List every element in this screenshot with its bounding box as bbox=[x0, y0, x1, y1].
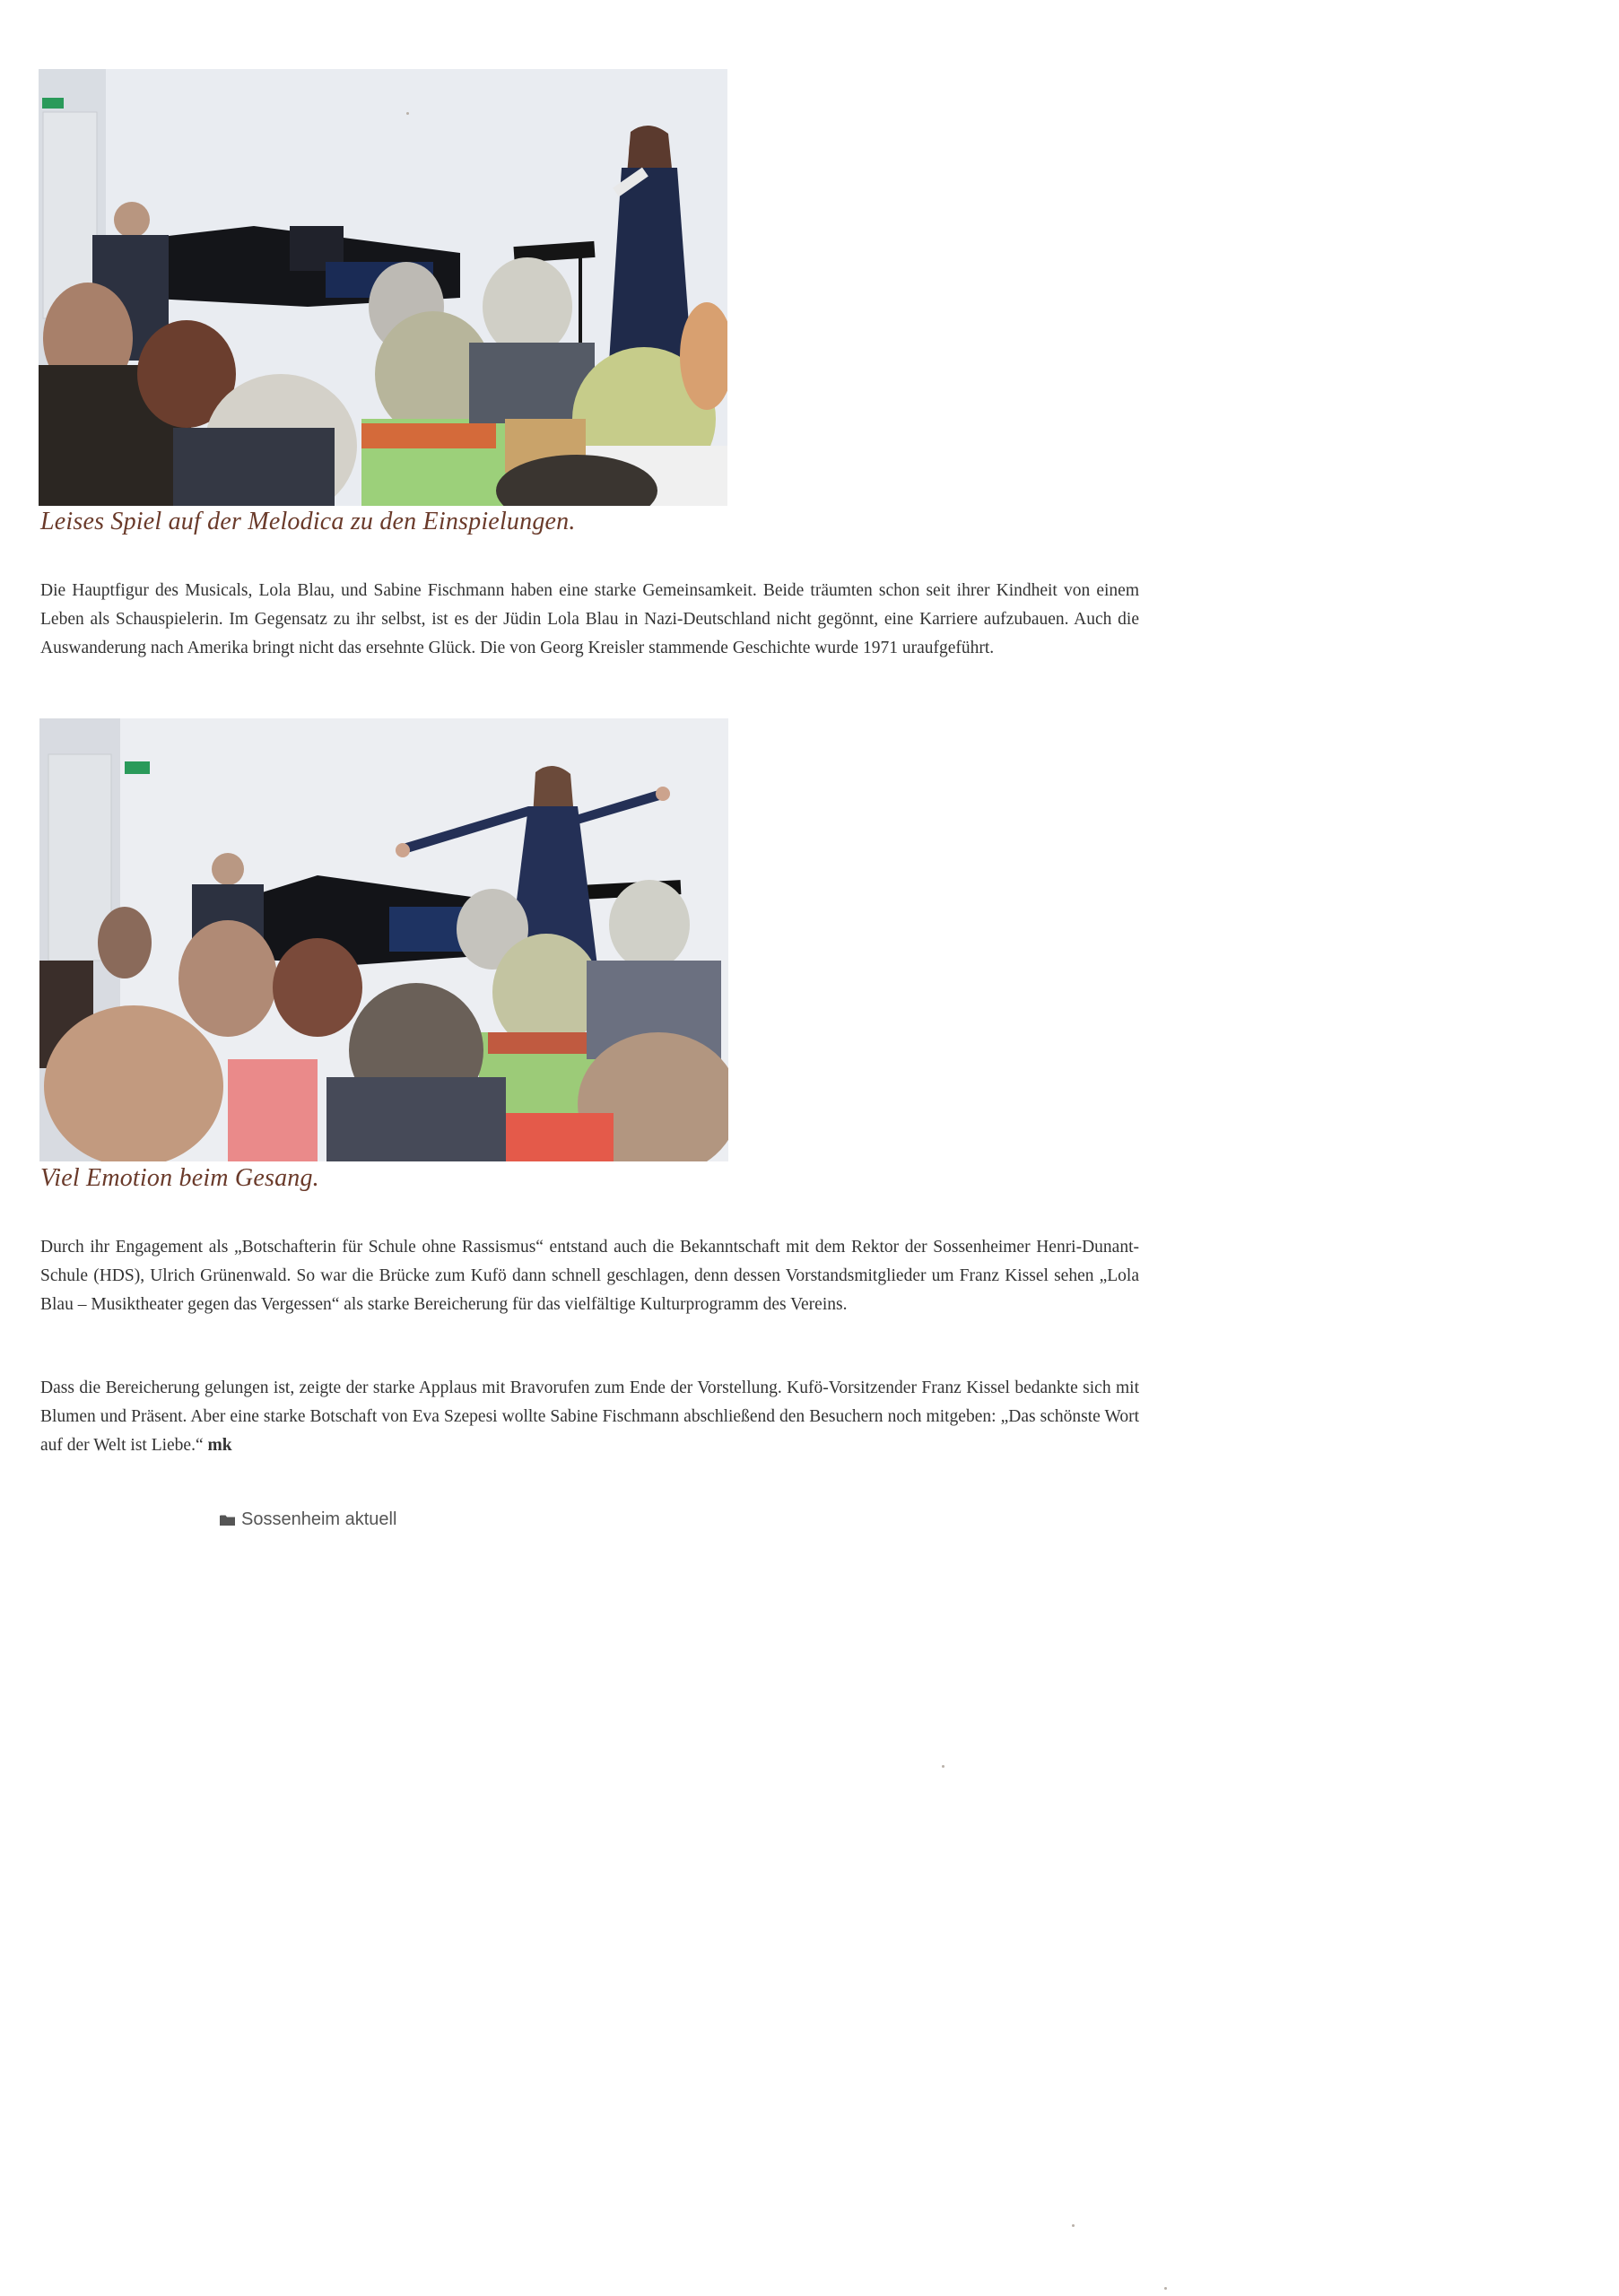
category-label: Sossenheim aktuell bbox=[241, 1509, 397, 1529]
article-paragraph-3 bbox=[40, 1374, 1139, 1460]
article-paragraph-3-text: Dass die Bereicherung gelungen ist, zeigte der starke Applaus mit Bravorufen zum Ende der Vorstellung. Kufö-Vorsitzender Franz Kissel bedankte sich mit Blumen und Präsent. Aber eine starke Botschaft von Eva Szepesi wollte Sabine Fischmann abschließend den Besuchern noch mitgeben: „Das schönste Wort auf der Welt ist Liebe.“ bbox=[40, 1378, 1139, 1455]
category-link[interactable] bbox=[220, 1509, 396, 1530]
scan-speck bbox=[406, 112, 409, 115]
article-paragraph-2: Durch ihr Engagement als „Botschafterin für Schule ohne Rassismus“ entstand auch die Bekanntschaft mit dem Rektor der Sossenheimer Henri-Dunant-Schule (HDS), Ulrich Grünenwald. So war die Brücke zum Kufö dann schnell geschlagen, denn dessen Vorstandsmitglieder um Franz Kissel sehen „Lola Blau – Musiktheater gegen das Vergessen“ als starke Bereicherung für das vielfältige Kulturprogramm des Vereins. bbox=[40, 1238, 1139, 1314]
photo-melodica bbox=[39, 69, 727, 506]
author-initials: mk bbox=[207, 1436, 232, 1455]
photo-singing bbox=[39, 718, 728, 1161]
article-paragraph-1: Die Hauptfigur des Musicals, Lola Blau, und Sabine Fischmann haben eine starke Gemeinsamkeit. Beide träumten schon seit ihrer Kindheit von einem Leben als Schauspielerin. Im Gegensatz zu ihr selbst, ist es der Jüdin Lola Blau in Nazi-Deutschland nicht gegönnt, eine Karriere aufzubauen. Auch die Auswanderung nach Amerika bringt nicht das ersehnte Glück. Die von Georg Kreisler stammende Geschichte wurde 1971 uraufgeführt. bbox=[40, 581, 1139, 657]
scan-speck bbox=[942, 1765, 944, 1768]
figure-caption-2: Viel Emotion beim Gesang. bbox=[40, 1164, 319, 1192]
folder-icon bbox=[220, 1514, 236, 1526]
scan-speck bbox=[1164, 2287, 1167, 2290]
scan-speck bbox=[1072, 2224, 1075, 2227]
figure-caption-1: Leises Spiel auf der Melodica zu den Einspielungen. bbox=[40, 508, 576, 535]
